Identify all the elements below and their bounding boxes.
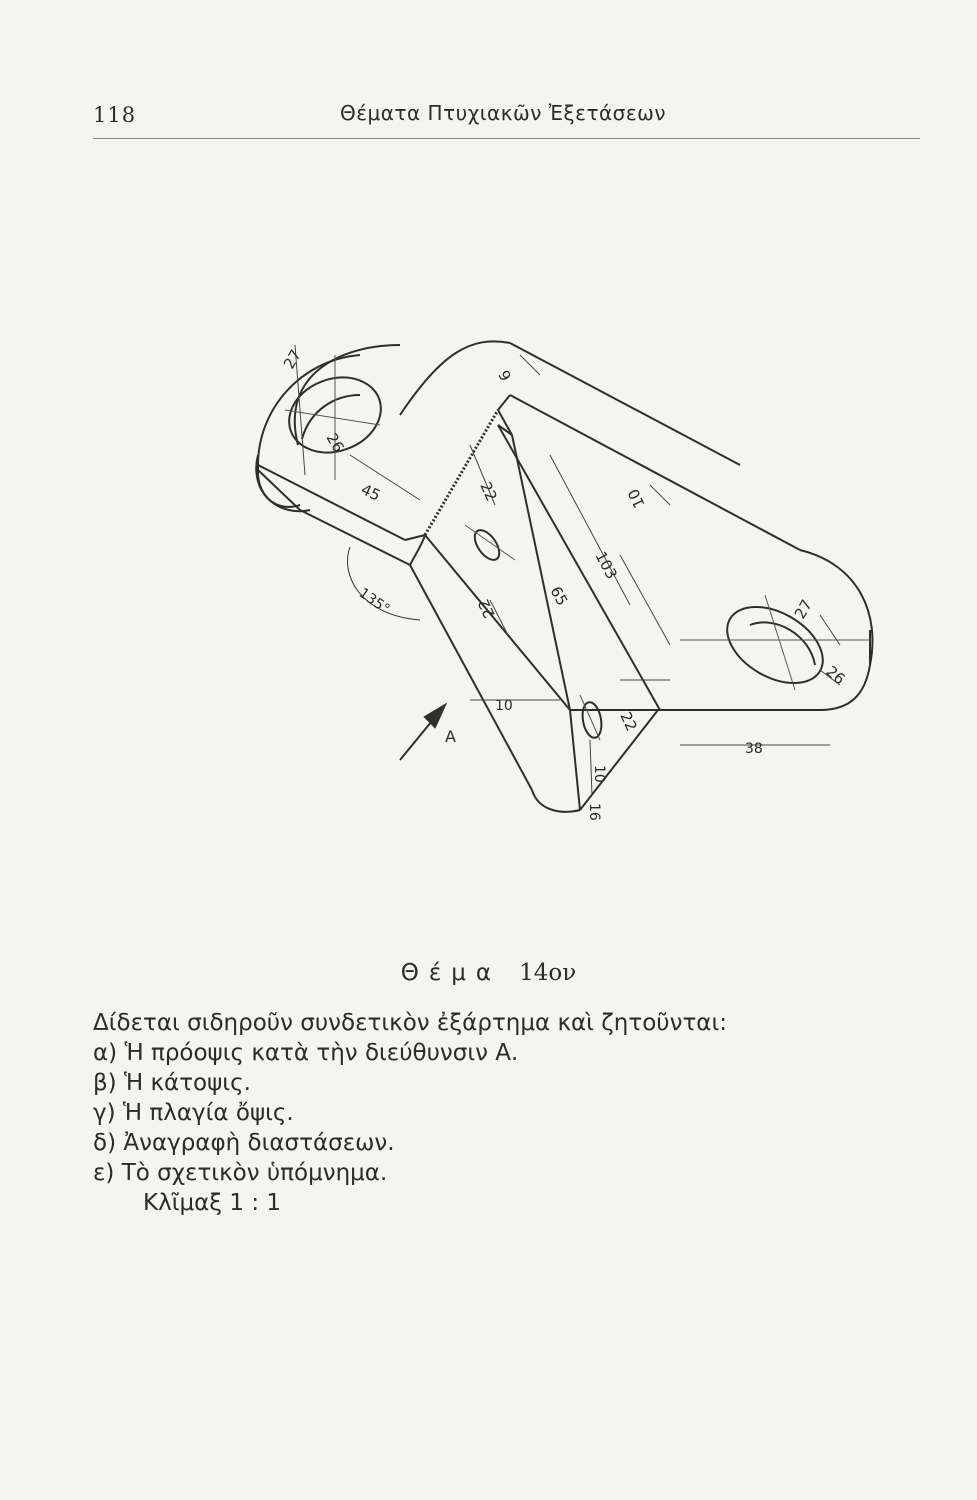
header-rule	[93, 138, 920, 139]
problem-heading-number: 14ον	[519, 960, 577, 986]
bend	[405, 395, 658, 812]
direction-label: A	[445, 727, 456, 746]
isometric-drawing	[240, 315, 900, 835]
problem-text	[93, 1008, 893, 1218]
dim-27-upper: 27	[279, 346, 306, 372]
dim-65: 65	[546, 583, 572, 609]
dim-38: 38	[745, 741, 763, 757]
problem-scale: Κλῖμαξ 1 : 1	[143, 1190, 282, 1216]
dim-10-bottom: 10	[591, 765, 607, 783]
dim-103: 103	[591, 548, 621, 583]
dim-10-top: 10	[624, 486, 649, 511]
problem-item-d: δ) Ἀναγραφὴ διαστάσεων.	[93, 1130, 395, 1156]
dim-45: 45	[358, 480, 384, 505]
dim-6: 6	[495, 366, 516, 384]
dim-22-a: 22	[476, 479, 501, 504]
problem-item-b: β) Ἡ κάτοψις.	[93, 1070, 251, 1096]
dim-10-side: 10	[495, 698, 513, 714]
problem-heading	[0, 960, 977, 986]
page-number: 118	[93, 103, 137, 127]
dim-22-b: 22	[474, 596, 499, 621]
page-header	[0, 0, 977, 150]
direction-arrow	[400, 705, 445, 760]
dimension-lines	[295, 345, 840, 795]
lower-arm	[498, 395, 872, 710]
lower-hole	[714, 591, 836, 698]
dim-16: 16	[586, 803, 602, 821]
problem-heading-label: Θέμα	[400, 960, 502, 986]
dim-26-lower: 26	[822, 662, 849, 689]
problem-item-e: ε) Τὸ σχετικὸν ὑπόμνημα.	[93, 1160, 388, 1186]
running-title: Θέματα Πτυχιακῶν Ἐξετάσεων	[340, 101, 667, 125]
dim-26-upper: 26	[322, 430, 348, 456]
dim-angle: 135°	[355, 585, 393, 618]
problem-item-a: α) Ἡ πρόοψις κατὰ τὴν διεύθυνσιν Α.	[93, 1040, 519, 1066]
dim-27-lower: 27	[790, 596, 817, 622]
problem-item-c: γ) Ἡ πλαγία ὄψις.	[93, 1100, 294, 1126]
dim-22-c: 22	[616, 709, 641, 734]
problem-intro: Δίδεται σιδηροῦν συνδετικὸν ἐξάρτημα καὶ ζητοῦνται:	[93, 1010, 727, 1036]
small-hole-2	[580, 701, 604, 740]
